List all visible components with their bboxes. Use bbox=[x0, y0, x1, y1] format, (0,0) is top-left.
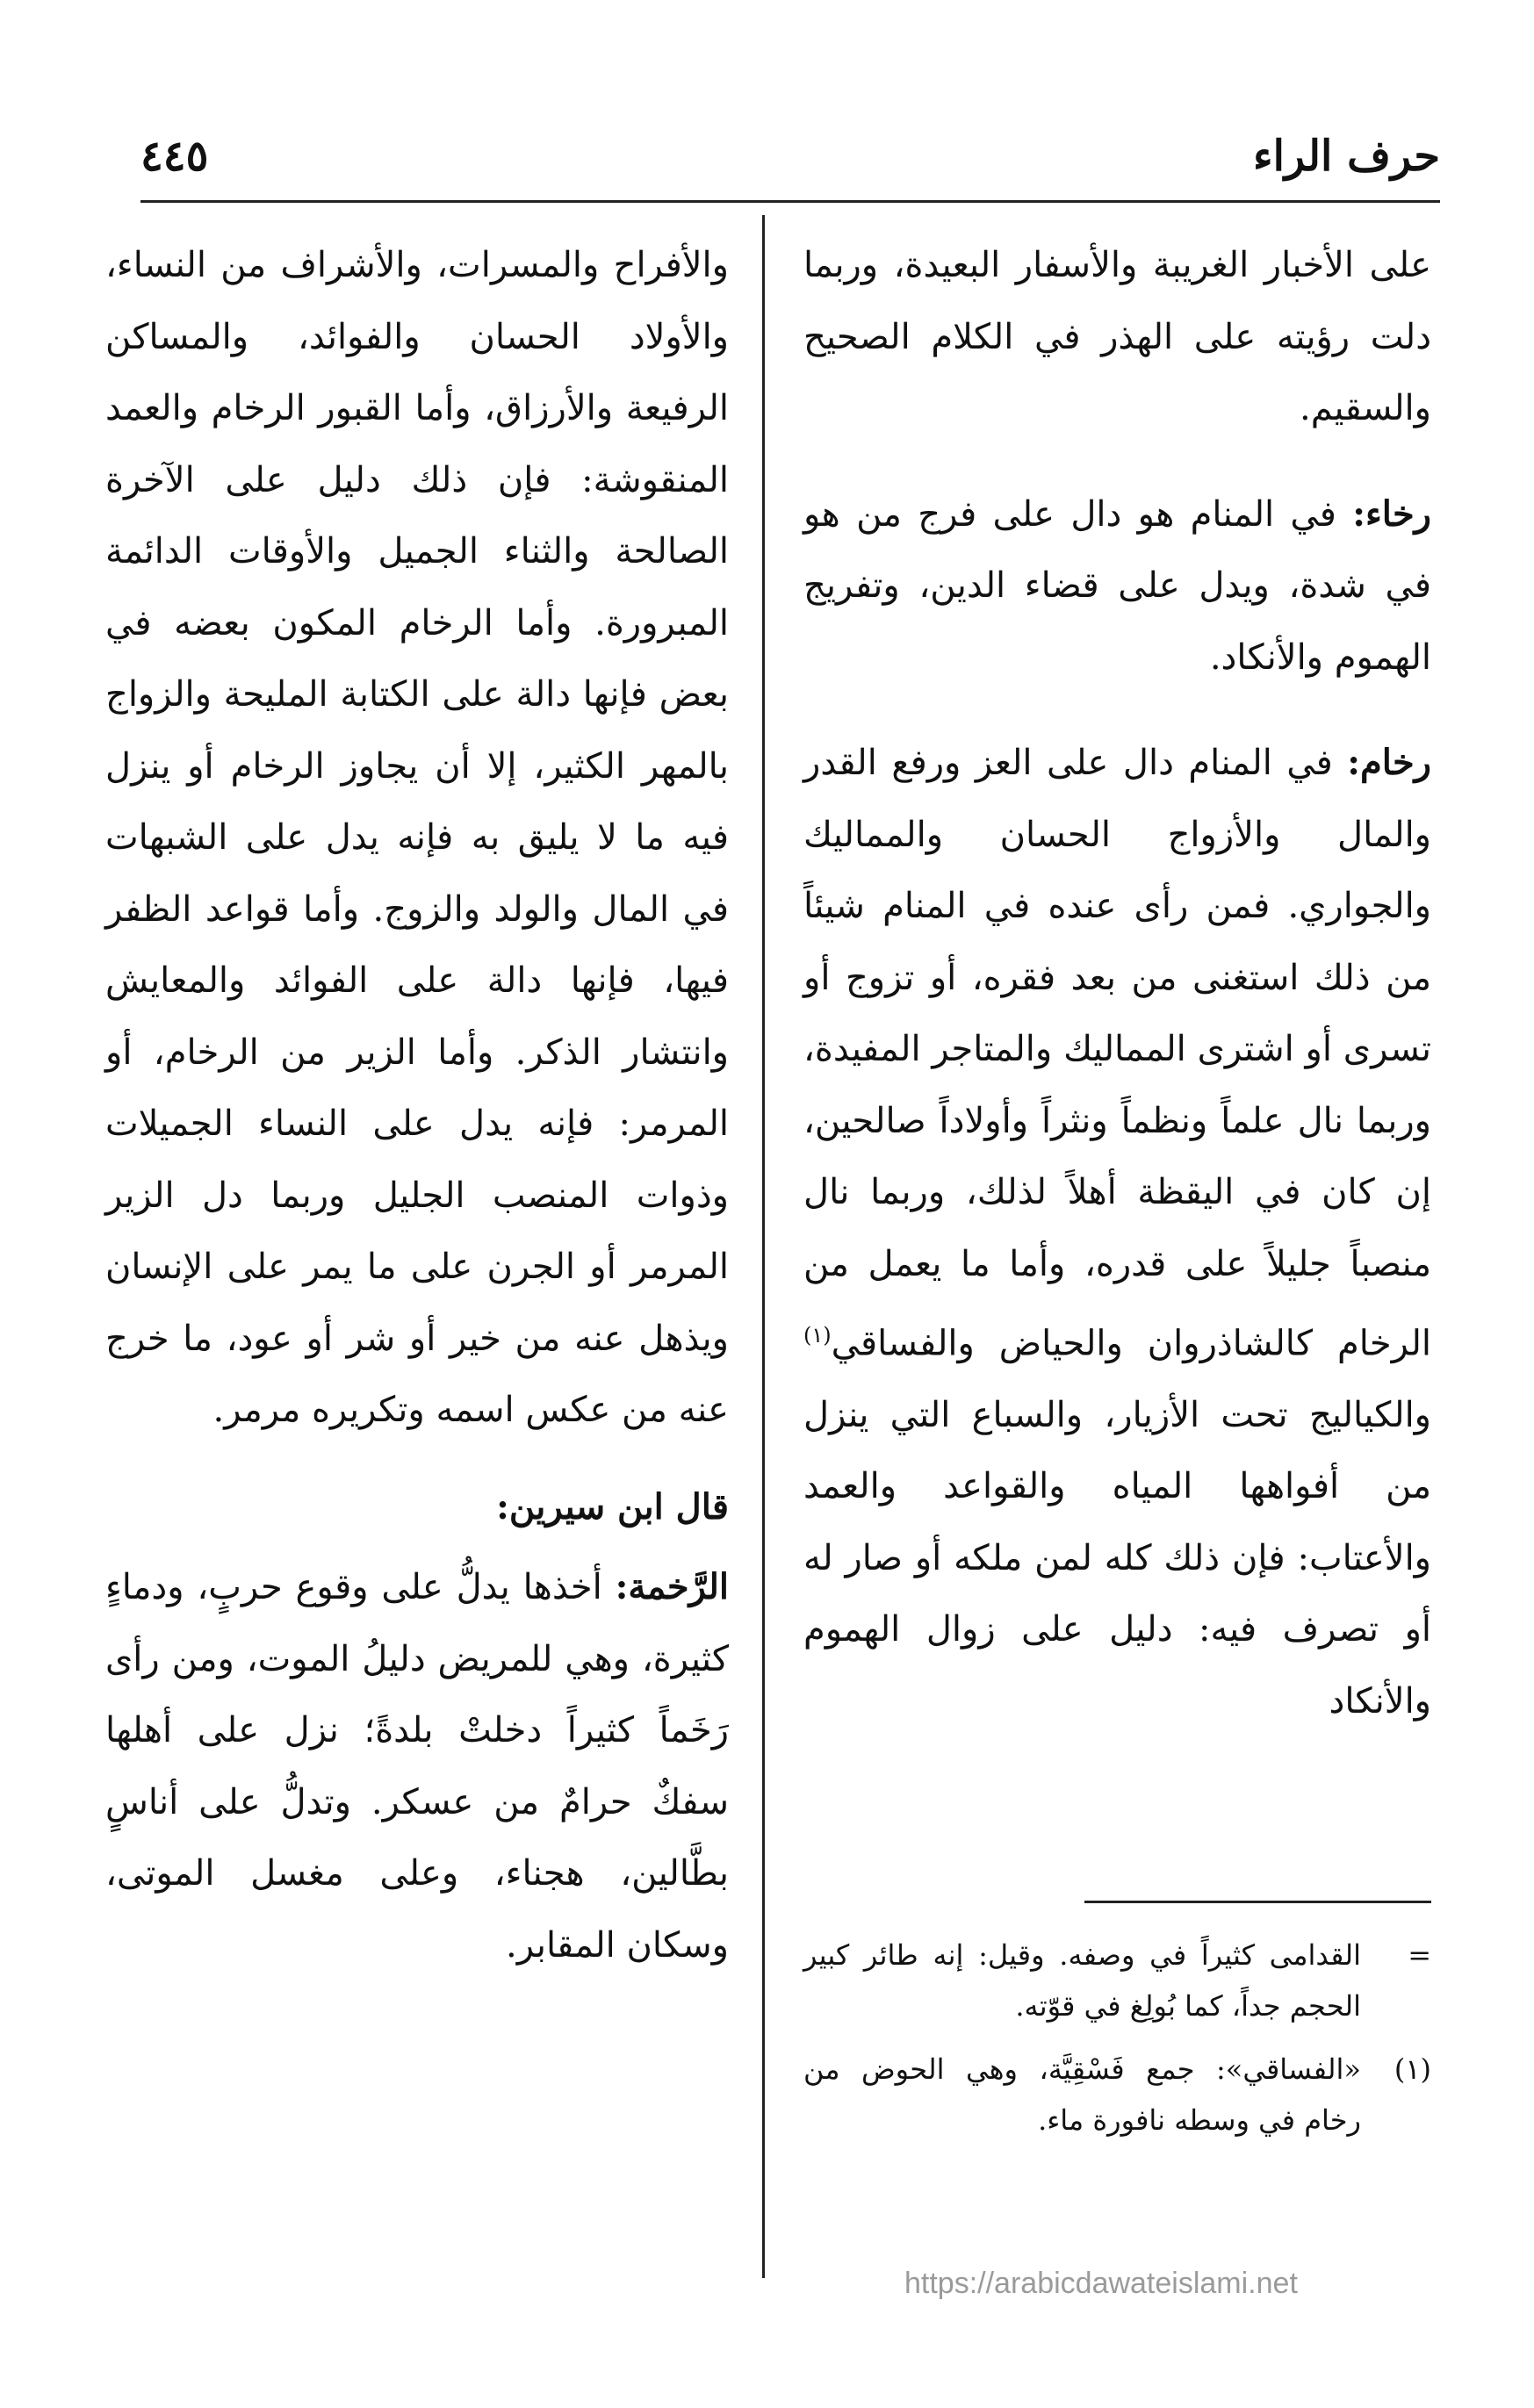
column-divider bbox=[762, 215, 765, 2278]
right-column bbox=[803, 230, 1431, 1737]
footnote-1 bbox=[803, 2044, 1431, 2146]
entry-rakhaa bbox=[803, 478, 1431, 694]
section-heading-ibn-sirin: قال ابن سيرين: bbox=[496, 1485, 729, 1527]
left-paragraph-1: والأفراح والمسرات، والأشراف من النساء، والأولاد الحسان والفوائد، والمساكن الرفيعة والأرزاق، وأما القبور الرخام والعمد المنقوشة: فإن ذلك دليل على الآخرة الصالحة والثناء الجميل والأوقات الدائمة المبرورة. وأما الرخام المكون بعضه في بعض فإنها دالة على الكتابة المليحة والزواج بالمهر الكثير، إلا أن يجاوز الرخام أو ينزل فيه ما لا يليق به فإنه يدل على الشبهات في المال والولد والزوج. وأما قواعد الظفر فيها، فإنها دالة على الفوائد والمعايش وانتشار الذكر. وأما الزير من الرخام، أو المرمر: فإنه يدل على النساء الجميلات وذوات المنصب الجليل وربما دل الزير المرمر أو الجرن على ما يمر على الإنسان ويذهل عنه من خير أو شر أو عود، ما خرج عنه من عكس اسمه وتكريره مرمر. bbox=[105, 245, 729, 1430]
footnote-continuation bbox=[803, 1930, 1431, 2031]
entry-rakhama bbox=[105, 1551, 729, 1981]
footnote-rule bbox=[1084, 1901, 1431, 1903]
left-column bbox=[105, 230, 729, 1981]
footnote-1-text: «الفساقي»: جمع فَسْقِيَّة، وهي الحوض من رخام في وسطه نافورة ماء. bbox=[803, 2052, 1361, 2137]
header-rule bbox=[140, 200, 1440, 203]
entry-rukham bbox=[803, 727, 1431, 1737]
page-number: ٤٤٥ bbox=[140, 132, 209, 181]
page-header bbox=[140, 132, 1440, 193]
entry-text-rakhama: أخذها يدلُّ على وقوع حربٍ، ودماءٍ كثيرة، وهي للمريض دليلُ الموت، ومن رأى رَخَماً كثيراً دخلتْ بلدةً؛ نزل على أهلها سفكٌ حرامٌ من عسكر. وتدلُّ على أناسٍ بطَّالين، هجناء، وعلى مغسل الموتى، وسكان المقابر. bbox=[105, 1567, 729, 1966]
entry-term-rukham: رخام: bbox=[1347, 742, 1431, 783]
footnotes bbox=[803, 1930, 1431, 2146]
entry-term-rakhaa: رخاء: bbox=[1352, 492, 1431, 535]
watermark-url: https://arabicdawateislami.net bbox=[904, 2267, 1298, 2300]
entry-term-rakhama: الرَّخمة: bbox=[615, 1566, 729, 1607]
footnote-1-marker: (١) bbox=[1394, 2052, 1431, 2086]
footnote-continuation-text: القدامى كثيراً في وصفه. وقيل: إنه طائر كبير الحجم جداً، كما بُولِغ في قوّته. bbox=[803, 1938, 1361, 2023]
running-title: حرف الراء bbox=[1253, 132, 1440, 181]
right-paragraph-1: على الأخبار الغريبة والأسفار البعيدة، وربما دلت رؤيته على الهذر في الكلام الصحيح والسقيم. bbox=[803, 245, 1431, 428]
footnote-marker-1: (١) bbox=[803, 1323, 832, 1348]
entry-text-rukham-a: في المنام دال على العز ورفع القدر والمال والأزواج الحسان والمماليك والجواري. فمن رأى عنده في المنام شيئاً من ذلك استغنى من بعد فقره، أو تزوج أو تسرى أو اشترى المماليك والمتاجر المفيدة، وربما نال علماً ونظماً ونثراً وأولاداً صالحين، إن كان في اليقظة أهلاً لذلك، وربما نال منصباً جليلاً على قدره، وأما ما يعمل من الرخام كالشاذروان والحياض والفساقي bbox=[803, 743, 1431, 1364]
entry-text-rukham-b: والكياليج تحت الأزيار، والسباع التي ينزل من أفواهها المياه والقواعد والعمد والأعتاب: فإن ذلك كله لمن ملكه أو صار له أو تصرف فيه: دليل على زوال الهموم والأنكاد bbox=[803, 1394, 1431, 1722]
footnote-continuation-marker: = bbox=[1408, 1938, 1431, 1972]
entry-text-rakhaa: في المنام هو دال على فرج من هو في شدة، ويدل على قضاء الدين، وتفريج الهموم والأنكاد. bbox=[803, 493, 1431, 678]
